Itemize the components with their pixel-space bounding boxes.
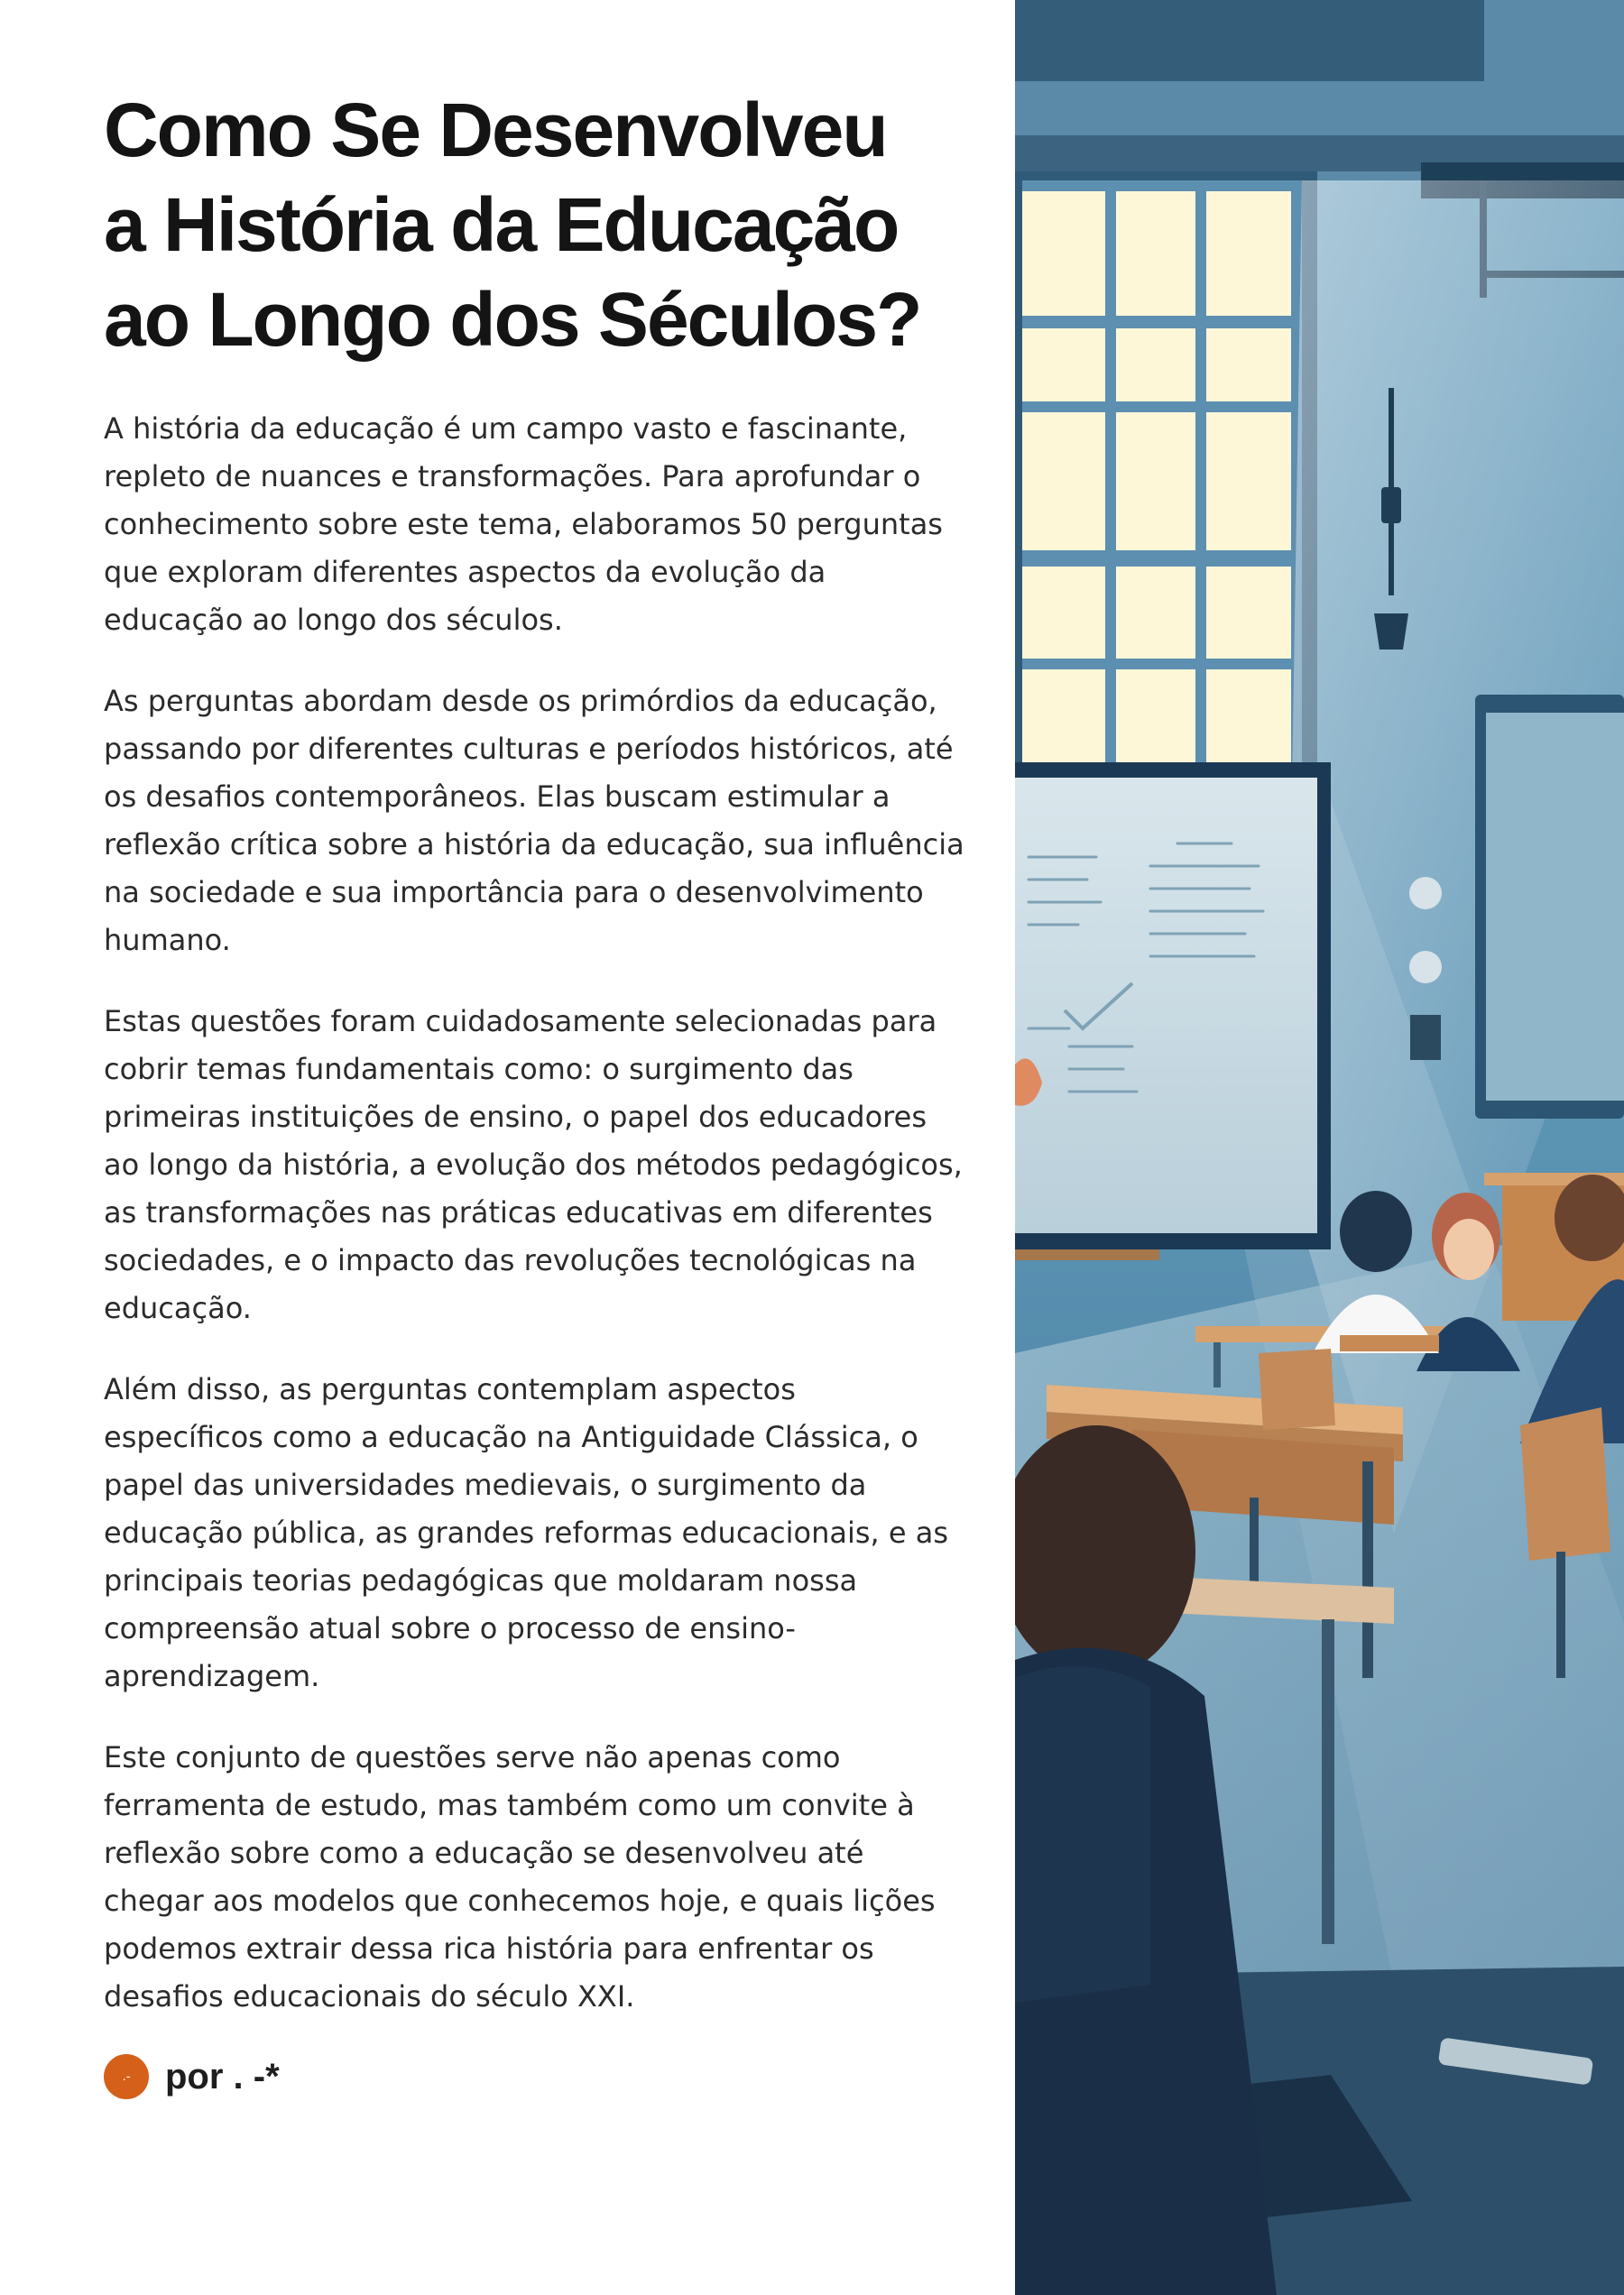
text-line: na sociedade e sua importância para o desenvolvimento [104, 875, 924, 909]
text-line: repleto de nuances e transformações. Para aprofundar o [104, 459, 921, 493]
text-line: A história da educação é um campo vasto e fascinante, [104, 411, 908, 446]
text-line: passando por diferentes culturas e períodos históricos, até [104, 732, 954, 766]
text-line: Além disso, as perguntas contemplam aspectos [104, 1372, 796, 1406]
title-line: ao Longo dos Séculos? [104, 277, 921, 362]
text-line: ferramenta de estudo, mas também como um convite à [104, 1788, 915, 1822]
author-name: por . -* [165, 2056, 280, 2097]
paragraph-specifics [104, 1366, 949, 1701]
classroom-illustration-svg [1015, 0, 1624, 2295]
paragraph-conclusion [104, 1734, 936, 2021]
title-line: a História da Educação [104, 182, 899, 267]
text-line: humano. [104, 923, 231, 957]
text-line: educação ao longo dos séculos. [104, 603, 563, 637]
title-line: Como Se Desenvolveu [104, 88, 887, 172]
author-byline [104, 2053, 280, 2100]
avatar [104, 2054, 149, 2099]
text-line: podemos extrair dessa rica história para enfrentar os [104, 1931, 874, 1966]
text-line: conhecimento sobre este tema, elaboramos 50 perguntas [104, 507, 943, 541]
text-line: educação pública, as grandes reformas educacionais, e as [104, 1516, 949, 1550]
text-line: principais teorias pedagógicas que moldaram nossa [104, 1563, 858, 1598]
text-line: reflexão sobre como a educação se desenvolveu até [104, 1836, 864, 1870]
avatar-glyph: .- [122, 2069, 131, 2084]
text-line: compreensão atual sobre o processo de ensino- [104, 1611, 796, 1645]
text-line: educação. [104, 1291, 252, 1325]
page-title [104, 83, 970, 367]
text-line: desafios educacionais do século XXI. [104, 1979, 635, 2014]
article-body [104, 405, 964, 2054]
text-line: sociedades, e o impacto das revoluções tecnológicas na [104, 1243, 917, 1277]
text-line: ao longo da história, a evolução dos métodos pedagógicos, [104, 1148, 963, 1182]
classroom-illustration [1015, 0, 1624, 2295]
text-line: Estas questões foram cuidadosamente selecionadas para [104, 1004, 937, 1038]
text-line: que exploram diferentes aspectos da evolução da [104, 555, 826, 589]
text-line: As perguntas abordam desde os primórdios da educação, [104, 684, 937, 718]
text-line: os desafios contemporâneos. Elas buscam estimular a [104, 779, 890, 814]
paragraph-intro [104, 405, 943, 644]
text-line: Este conjunto de questões serve não apenas como [104, 1740, 841, 1774]
text-line: papel das universidades medievais, o surgimento da [104, 1468, 867, 1502]
paragraph-scope [104, 677, 964, 964]
text-line: específicos como a educação na Antiguidade Clássica, o [104, 1420, 918, 1454]
text-line: as transformações nas práticas educativas em diferentes [104, 1195, 933, 1230]
text-line: reflexão crítica sobre a história da educação, sua influência [104, 827, 964, 862]
text-line: cobrir temas fundamentais como: o surgimento das [104, 1052, 854, 1086]
text-line: chegar aos modelos que conhecemos hoje, e quais lições [104, 1884, 936, 1918]
text-line: primeiras instituições de ensino, o papel dos educadores [104, 1100, 927, 1134]
paragraph-topics [104, 998, 963, 1332]
text-line: aprendizagem. [104, 1659, 320, 1693]
